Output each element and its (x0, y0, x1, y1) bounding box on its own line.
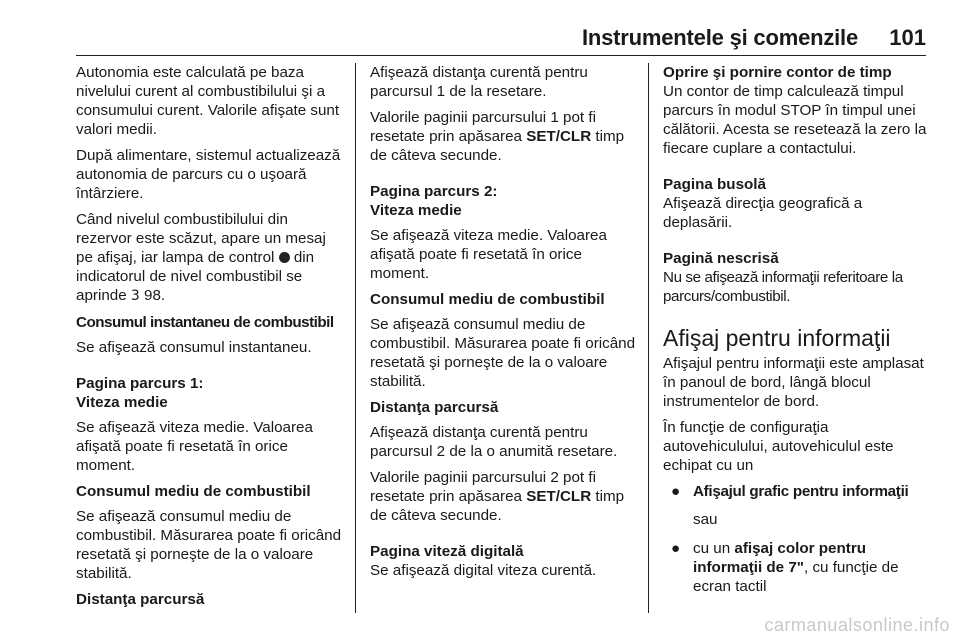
header-divider (76, 55, 926, 56)
paragraph-timer: Un contor de timp calculează timpul parcurs în modul STOP în timpul unei călătorii. Acesta se resetează la zero la fiecare cuplare a contactului. (663, 83, 927, 157)
column-divider-1 (355, 63, 356, 613)
heading-average-fuel-2: Consumul mediu de combustibil (370, 291, 605, 308)
heading-digital-speed: Pagina viteză digitală (370, 543, 524, 560)
heading-timer: Oprire şi pornire contor de timp (663, 64, 892, 81)
key-set-clr: SET/CLR (526, 128, 592, 145)
paragraph-compass: Afişează direcţia geografică a deplasării. (663, 195, 863, 231)
section-title-info-display: Afişaj pentru informaţii (663, 325, 891, 351)
paragraph-blank-page: Nu se afişează informaţii referitoare la parcurs/combustibil. (663, 269, 903, 305)
heading-distance: Distanţa parcursă (76, 591, 205, 608)
paragraph-instant-consumption: Se afişează consumul instantaneu. (76, 339, 312, 356)
column-2 (370, 63, 636, 587)
paragraph-range: Autonomia este calculată pe baza nivelului curent al combustibilului şi a consumului curent. Valorile afişate sunt valori medii. (76, 64, 340, 138)
page-title: Instrumentele şi comenzile (582, 25, 858, 50)
heading-compass: Pagina busolă (663, 176, 766, 193)
heading-average-speed-2: Viteza medie (370, 202, 462, 219)
paragraph-reset-trip1: Valorile paginii parcursului 1 pot fi resetate prin apăsarea SET/CLR timp de câteva secunde. (370, 109, 625, 164)
control-lamp-icon (279, 252, 290, 263)
column-1 (76, 63, 346, 609)
paragraph-average-fuel: Se afişează consumul mediu de combustibil. Măsurarea poate fi oricând resetată şi porneşte de la o valoare stabilită. (76, 508, 342, 582)
paragraph-configuration: În funcţie de configuraţia autovehiculului, autovehiculul este echipat cu un (663, 419, 894, 474)
bullet-icon: ● (671, 483, 681, 500)
paragraph-refuel: După alimentare, sistemul actualizează autonomia de parcurs cu o uşoară întârziere. (76, 147, 341, 202)
page-header (0, 0, 960, 56)
paragraph-distance-trip2: Afişează distanţa curentă pentru parcursul 2 de la o anumită resetare. (370, 424, 618, 460)
heading-average-fuel: Consumul mediu de combustibil (76, 483, 311, 500)
heading-trip-page-2: Pagina parcurs 2: (370, 183, 498, 200)
paragraph-low-fuel: Când nivelul combustibilului din rezervor este scăzut, apare un mesaj pe afişaj, iar lampa de control din indicatorul de nivel combustibil se aprinde 3 98. (76, 211, 326, 304)
page-reference-icon: 3 (130, 288, 140, 304)
key-set-clr-2: SET/CLR (526, 488, 592, 505)
paragraph-average-speed-2: Se afişează viteza medie. Valoarea afişată poate fi resetată în orice moment. (370, 227, 607, 282)
paragraph-digital-speed: Se afişează digital viteza curentă. (370, 562, 597, 579)
heading-trip-page-1: Pagina parcurs 1: (76, 375, 204, 392)
paragraph-average-fuel-2: Se afişează consumul mediu de combustibil. Măsurarea poate fi oricând resetată şi porneşte de la o valoare stabilită. (370, 316, 636, 390)
paragraph-reset-trip2: Valorile paginii parcursului 2 pot fi resetate prin apăsarea SET/CLR timp de câteva secunde. (370, 469, 625, 524)
paragraph-distance-trip1: Afişează distanţa curentă pentru parcursul 1 de la resetare. (370, 64, 588, 100)
heading-instant-consumption: Consumul instantaneu de combustibil (76, 314, 334, 331)
bullet-icon: ● (671, 540, 681, 557)
list-item: ● cu un afişaj color pentru informaţii de 7", cu funcţie de ecran tactil (671, 540, 899, 595)
column-3 (663, 63, 929, 601)
column-divider-2 (648, 63, 649, 613)
heading-blank-page: Pagină nescrisă (663, 250, 779, 267)
page-number: 101 (889, 25, 926, 50)
heading-average-speed: Viteza medie (76, 394, 168, 411)
watermark: carmanualsonline.info (764, 615, 950, 635)
heading-distance-2: Distanţa parcursă (370, 399, 499, 416)
paragraph-display-location: Afişajul pentru informaţii este amplasat în panoul de bord, lângă blocul instrumentelor de bord. (663, 355, 924, 410)
paragraph-average-speed: Se afişează viteza medie. Valoarea afişată poate fi resetată în orice moment. (76, 419, 313, 474)
list-item: ● Afişajul grafic pentru informaţii sau (671, 483, 909, 528)
